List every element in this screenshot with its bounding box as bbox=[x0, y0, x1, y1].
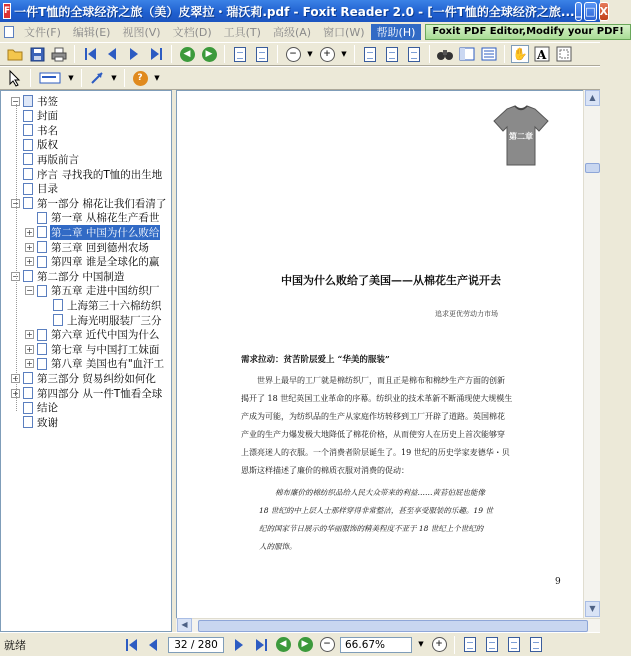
bookmark-label: 上海光明服装厂三分 bbox=[67, 314, 162, 327]
bookmark-label: 第四部分 从一件T恤看全球 bbox=[37, 387, 163, 400]
toolbar-separator bbox=[429, 45, 430, 63]
bookmark-item[interactable] bbox=[25, 284, 171, 298]
menu-help[interactable]: 帮助(H) bbox=[371, 24, 422, 40]
toolbar-separator bbox=[504, 45, 505, 63]
bookmark-label: 第八章 美国也有"血汗工 bbox=[51, 358, 165, 371]
toolbar-separator bbox=[30, 69, 31, 87]
bookmark-item[interactable] bbox=[11, 386, 171, 400]
binoculars-icon[interactable] bbox=[436, 45, 454, 63]
bookmark-label: 目录 bbox=[37, 183, 58, 196]
bookmark-label: 第二章 中国为什么败给 bbox=[51, 226, 160, 239]
first-page-icon[interactable] bbox=[81, 45, 99, 63]
bookmark-item[interactable] bbox=[11, 196, 171, 210]
menu-edit[interactable]: 编辑(E) bbox=[72, 26, 111, 39]
main-toolbar bbox=[0, 42, 600, 66]
status-last-page-icon[interactable] bbox=[252, 636, 270, 654]
bookmark-label: 第五章 走进中国纺织厂 bbox=[51, 285, 160, 298]
expand-icon[interactable]: + bbox=[26, 344, 33, 354]
secondary-toolbar bbox=[0, 66, 600, 90]
bookmark-page-icon bbox=[23, 270, 33, 282]
bookmark-item[interactable] bbox=[25, 342, 171, 356]
next-page-icon[interactable] bbox=[125, 45, 143, 63]
close-button[interactable]: X bbox=[599, 2, 609, 21]
bookmark-page-icon bbox=[37, 343, 47, 355]
bookmark-label: 致谢 bbox=[37, 416, 58, 429]
thumbnails-panel-icon[interactable] bbox=[480, 45, 498, 63]
bookmark-page-icon bbox=[37, 212, 47, 224]
bookmark-label: 第四章 谁是全球化的赢 bbox=[51, 256, 160, 269]
collapse-icon[interactable]: − bbox=[12, 271, 19, 281]
chapter-subtitle: 追求更优劳动力市场 bbox=[435, 310, 498, 318]
zoom-in-icon[interactable]: + bbox=[318, 45, 336, 63]
bookmark-label: 第三章 回到德州农场 bbox=[51, 241, 149, 254]
bookmark-item[interactable] bbox=[25, 328, 171, 342]
menu-bar bbox=[0, 22, 624, 42]
go-forward-icon[interactable]: ▶ bbox=[200, 45, 218, 63]
toolbar-separator bbox=[454, 636, 455, 654]
last-page-icon[interactable] bbox=[147, 45, 165, 63]
bookmark-item[interactable] bbox=[23, 109, 171, 123]
menu-tools[interactable]: 工具(T) bbox=[223, 26, 261, 39]
status-previous-page-icon[interactable] bbox=[144, 636, 162, 654]
status-bar bbox=[0, 632, 600, 656]
bookmark-page-icon bbox=[37, 241, 47, 253]
collapse-icon[interactable]: − bbox=[12, 96, 19, 106]
bookmark-page-icon bbox=[37, 358, 47, 370]
zoom-out-dropdown-icon[interactable]: ▼ bbox=[307, 49, 313, 58]
bookmark-item[interactable] bbox=[23, 182, 171, 196]
chapter-title: 中国为什么败给了美国——从棉花生产说开去 bbox=[281, 274, 501, 287]
bookmark-item[interactable] bbox=[25, 225, 171, 239]
help-dropdown-icon[interactable]: ▼ bbox=[154, 73, 160, 82]
toolbar-separator bbox=[74, 45, 75, 63]
bookmark-page-icon bbox=[23, 416, 33, 428]
bookmark-page-icon bbox=[23, 124, 33, 136]
scroll-down-icon[interactable]: ▼ bbox=[585, 601, 600, 617]
arrow-tool-icon[interactable] bbox=[88, 69, 106, 87]
bookmarks-panel-icon[interactable] bbox=[458, 45, 476, 63]
minimize-button[interactable]: _ bbox=[575, 2, 583, 21]
document-icon[interactable] bbox=[4, 26, 14, 38]
bookmark-page-icon bbox=[23, 387, 33, 399]
bookmark-item[interactable] bbox=[53, 313, 171, 327]
bookmark-item[interactable] bbox=[23, 401, 171, 415]
typewriter-icon[interactable] bbox=[37, 69, 63, 87]
status-back-icon[interactable]: ◀ bbox=[274, 636, 292, 654]
bookmark-item[interactable] bbox=[23, 138, 171, 152]
toolbar-separator bbox=[124, 69, 125, 87]
help-icon[interactable]: ? bbox=[131, 69, 149, 87]
bookmark-label: 第一章 从棉花生产看世 bbox=[51, 212, 160, 225]
horizontal-scrollbar[interactable] bbox=[176, 618, 600, 632]
expand-icon[interactable]: + bbox=[26, 242, 33, 252]
status-zoom-out-icon[interactable]: − bbox=[318, 636, 336, 654]
zoom-level-field[interactable]: 66.67% bbox=[340, 637, 412, 653]
status-text: 就绪 bbox=[4, 638, 26, 652]
bookmark-item[interactable] bbox=[23, 415, 171, 429]
toolbar-separator bbox=[354, 45, 355, 63]
scroll-left-icon[interactable]: ◀ bbox=[177, 618, 192, 632]
quote-line: 人的服饰。 bbox=[259, 542, 297, 551]
bookmark-page-icon bbox=[23, 168, 33, 180]
save-icon[interactable] bbox=[28, 45, 46, 63]
menu-view[interactable]: 视图(V) bbox=[122, 26, 161, 39]
expand-icon[interactable]: + bbox=[26, 359, 33, 369]
bookmark-label: 上海第三十六棉纺织 bbox=[67, 299, 162, 312]
text-select-icon[interactable] bbox=[533, 45, 551, 63]
bookmark-page-icon bbox=[53, 299, 63, 311]
bookmark-label: 版权 bbox=[37, 139, 58, 152]
bookmark-item[interactable] bbox=[11, 269, 171, 283]
bookmark-page-icon bbox=[23, 197, 33, 209]
bookmark-page-icon bbox=[37, 285, 47, 297]
maximize-button[interactable]: □ bbox=[584, 2, 596, 21]
quote-line: 棉布廉价的棉纺织品给人民大众带来的利益……黄苔伯屁也能像 bbox=[275, 488, 485, 497]
status-facing-icon[interactable] bbox=[505, 636, 523, 654]
status-continuous-icon[interactable] bbox=[483, 636, 501, 654]
zoom-in-dropdown-icon[interactable]: ▼ bbox=[341, 49, 347, 58]
quote-line: 纪的国家节日展示的华丽服饰的精美程度不亚于 18 世纪上个世纪的 bbox=[259, 524, 484, 533]
expand-icon[interactable]: + bbox=[26, 257, 33, 267]
menu-document[interactable]: 文档(D) bbox=[172, 26, 212, 39]
bookmark-item[interactable] bbox=[25, 357, 171, 371]
bookmark-item[interactable] bbox=[25, 240, 171, 254]
expand-icon[interactable]: + bbox=[26, 227, 33, 237]
promo-banner[interactable]: Foxit PDF Editor,Modify your PDF! bbox=[425, 24, 630, 40]
arrow-tool-dropdown-icon[interactable]: ▼ bbox=[111, 73, 117, 82]
body-line: 揭开了 18 世纪英国工业革命的序幕。纺织业的技术革新不断涌现使大规模生 bbox=[241, 394, 513, 403]
status-single-page-icon[interactable] bbox=[461, 636, 479, 654]
bookmark-label: 结论 bbox=[37, 402, 58, 415]
bookmark-page-icon bbox=[37, 329, 47, 341]
body-line: 上漂亮迷人的衣服。一个消费者阶层诞生了。19 世纪的历史学家麦德华・贝 bbox=[241, 448, 510, 457]
bookmark-item[interactable] bbox=[23, 123, 171, 137]
title-bar bbox=[0, 0, 608, 22]
status-zoom-in-icon[interactable]: + bbox=[430, 636, 448, 654]
bookmarks-pane bbox=[0, 90, 172, 632]
bookmark-page-icon bbox=[23, 139, 33, 151]
status-forward-icon[interactable]: ▶ bbox=[296, 636, 314, 654]
bookmark-page-icon bbox=[23, 110, 33, 122]
bookmark-label: 第一部分 棉花让我们看清了 bbox=[37, 197, 167, 210]
bookmark-item[interactable] bbox=[37, 211, 171, 225]
bookmark-root[interactable] bbox=[11, 94, 59, 108]
bookmark-label: 第二部分 中国制造 bbox=[37, 270, 125, 283]
zoom-dropdown-icon[interactable]: ▼ bbox=[418, 640, 424, 648]
hand-tool-icon[interactable]: ✋ bbox=[512, 47, 528, 61]
continuous-page-icon[interactable] bbox=[383, 45, 401, 63]
bookmark-page-icon bbox=[23, 153, 33, 165]
facing-page-icon[interactable] bbox=[405, 45, 423, 63]
bookmark-page-icon bbox=[37, 226, 47, 238]
svg-text:A: A bbox=[537, 48, 547, 62]
expand-icon[interactable]: + bbox=[12, 388, 19, 398]
toolbar-separator bbox=[224, 45, 225, 63]
tshirt-label: 第二章 bbox=[509, 131, 533, 141]
collapse-icon[interactable]: − bbox=[12, 198, 19, 208]
toolbar-separator bbox=[277, 45, 278, 63]
bookmark-label: 第三部分 贸易纠纷如何化 bbox=[37, 372, 156, 385]
bookmark-item[interactable] bbox=[23, 167, 171, 181]
bookmark-page-icon bbox=[37, 256, 47, 268]
status-continuous-facing-icon[interactable] bbox=[527, 636, 545, 654]
toolbar-separator bbox=[81, 69, 82, 87]
bookmark-item[interactable] bbox=[11, 371, 171, 385]
horizontal-scroll-thumb[interactable] bbox=[198, 620, 588, 632]
snapshot-icon[interactable] bbox=[555, 45, 573, 63]
single-page-icon[interactable] bbox=[361, 45, 379, 63]
expand-icon[interactable]: + bbox=[12, 373, 19, 383]
select-cursor-icon[interactable] bbox=[6, 69, 24, 87]
bookmark-page-icon bbox=[23, 372, 33, 384]
bookmark-page-icon bbox=[23, 402, 33, 414]
section-heading: 需求拉动：贫苦阶层爱上 “华美的服装” bbox=[241, 355, 390, 365]
open-folder-icon[interactable] bbox=[6, 45, 24, 63]
quote-line: 18 世纪的中上层人士那样穿得非常整洁，甚至享受服装的乐趣。19 世 bbox=[259, 506, 493, 515]
scroll-up-icon[interactable]: ▲ bbox=[585, 90, 600, 106]
bookmark-page-icon bbox=[23, 183, 33, 195]
bookmark-label: 第七章 与中国打工妹面 bbox=[51, 343, 160, 356]
vertical-scrollbar[interactable] bbox=[583, 90, 600, 618]
menu-window[interactable]: 窗口(W) bbox=[323, 26, 365, 39]
zoom-out-icon[interactable]: − bbox=[284, 45, 302, 63]
status-next-page-icon[interactable] bbox=[230, 636, 248, 654]
print-icon[interactable] bbox=[50, 45, 68, 63]
go-back-icon[interactable]: ◀ bbox=[178, 45, 196, 63]
bookmark-page-icon bbox=[53, 314, 63, 326]
app-icon[interactable]: F bbox=[3, 3, 11, 19]
bookmark-item[interactable] bbox=[25, 255, 171, 269]
previous-page-icon[interactable] bbox=[103, 45, 121, 63]
tree-guide-line bbox=[16, 104, 17, 411]
bookmark-item[interactable] bbox=[53, 298, 171, 312]
typewriter-dropdown-icon[interactable]: ▼ bbox=[68, 73, 74, 82]
bookmark-label: 书签 bbox=[37, 95, 58, 108]
collapse-icon[interactable]: − bbox=[26, 286, 33, 296]
status-first-page-icon[interactable] bbox=[122, 636, 140, 654]
body-line: 恩斯这样描述了廉价的棉质衣服对消费的促动： bbox=[241, 466, 409, 475]
toolbar-separator bbox=[171, 45, 172, 63]
bookmark-label: 封面 bbox=[37, 110, 58, 123]
menu-file[interactable]: 文件(F) bbox=[24, 26, 61, 39]
document-view bbox=[176, 90, 583, 618]
body-line: 产业的生产力爆发极大地降低了棉花价格，从而使穷人在历史上首次能够穿 bbox=[241, 430, 505, 439]
body-line: 世界上最早的工厂就是棉纺织厂，而且正是棉布和棉纱生产方面的创新 bbox=[257, 376, 505, 385]
bookmark-label: 序言 寻找我的T恤的出生地 bbox=[37, 168, 163, 181]
bookmark-item[interactable] bbox=[23, 152, 171, 166]
rotate-left-icon[interactable] bbox=[231, 45, 249, 63]
vertical-scroll-thumb[interactable] bbox=[585, 163, 600, 173]
bookmark-label: 书名 bbox=[37, 124, 58, 137]
page-number: 9 bbox=[555, 577, 561, 587]
rotate-right-icon[interactable] bbox=[253, 45, 271, 63]
bookmark-label: 再版前言 bbox=[37, 153, 79, 166]
window-title: 一件T恤的全球经济之旅（美）皮翠拉・瑞沃莉.pdf - Foxit Reader 2.0 - [一件T恤的全球经济之旅... bbox=[14, 4, 575, 19]
bookmark-folder-icon bbox=[23, 95, 33, 107]
page-number-input[interactable]: 32 / 280 bbox=[168, 637, 224, 653]
bookmark-label: 第六章 近代中国为什么 bbox=[51, 329, 160, 342]
menu-advanced[interactable]: 高级(A) bbox=[272, 26, 312, 39]
body-line: 产成为可能，为纺织品的生产从家庭作坊转移到工厂开辟了道路。英国棉花 bbox=[241, 412, 505, 421]
expand-icon[interactable]: + bbox=[26, 330, 33, 340]
